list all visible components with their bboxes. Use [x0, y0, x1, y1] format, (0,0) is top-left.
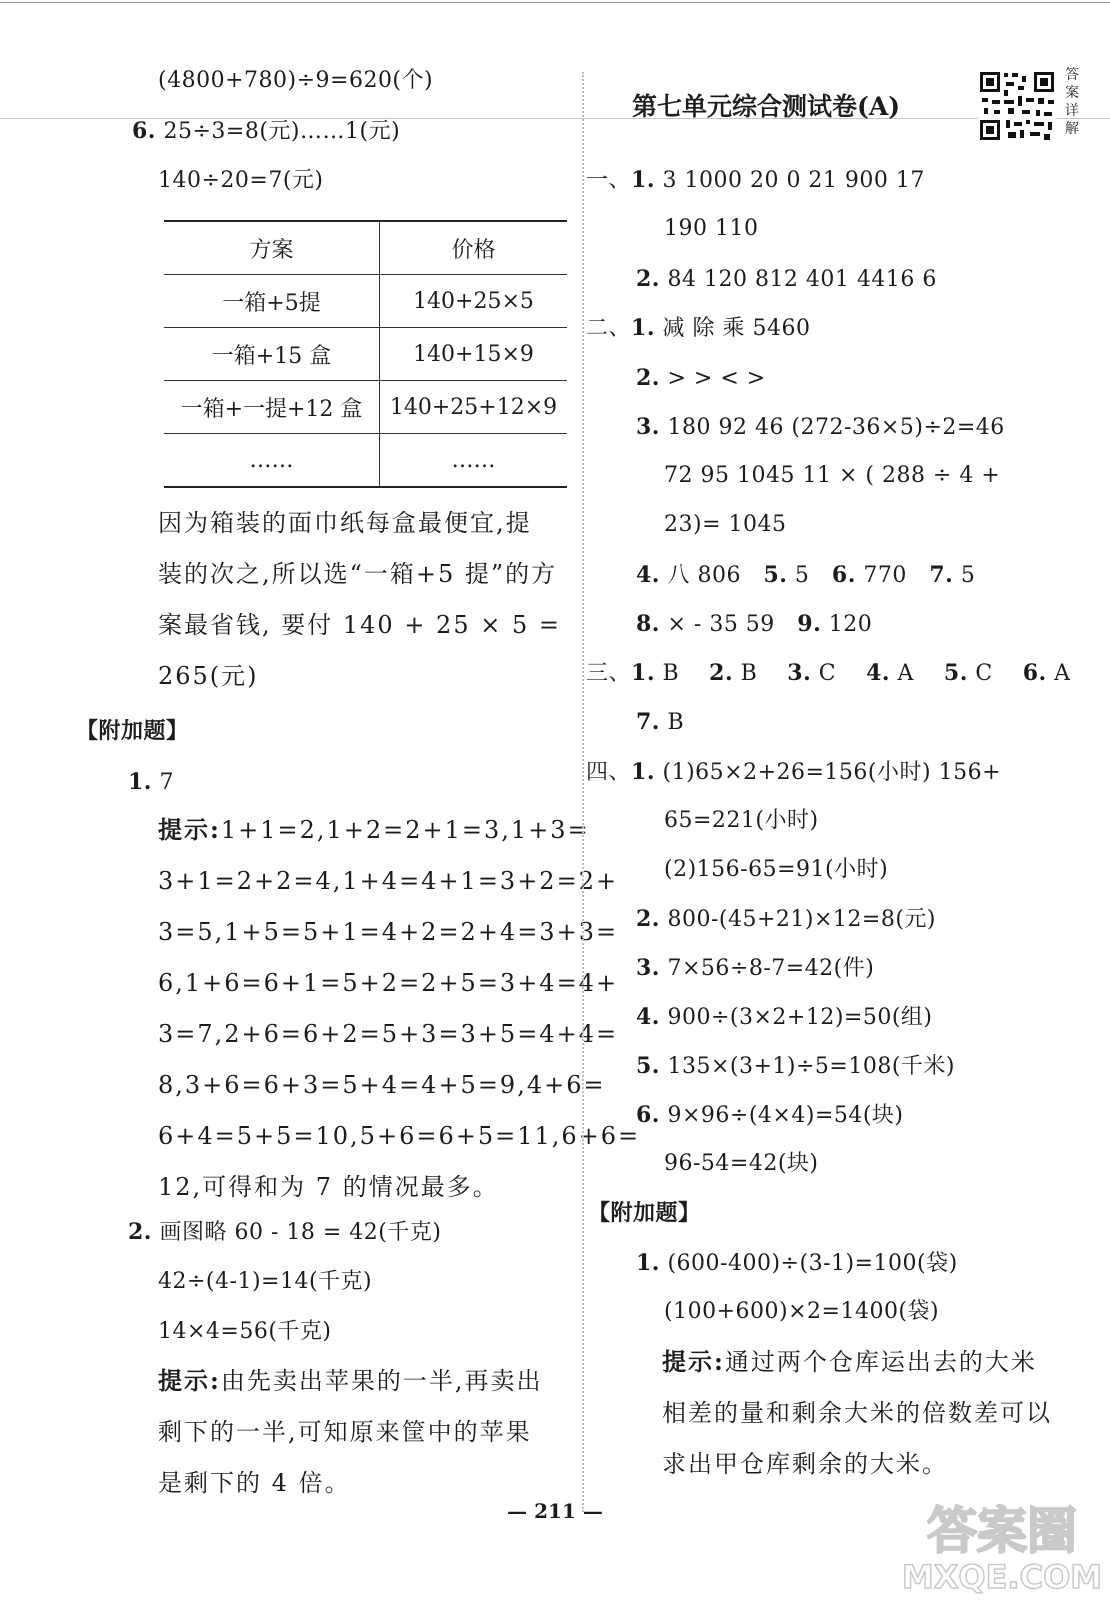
text-line: 装的次之,所以选“一箱+5 提”的方 [158, 560, 558, 588]
answer-text: 135×(3+1)÷5=108(千米) [667, 1054, 956, 1079]
extra-heading: 【附加题】 [76, 718, 189, 744]
question-number: 2. [636, 906, 660, 932]
table-cell: …… [380, 434, 568, 488]
watermark-url: MXQE.COM [902, 1558, 1102, 1596]
answer-text: 770 [863, 563, 907, 588]
table-row [164, 381, 567, 434]
answer-line: 42÷(4-1)=14(千克) [158, 1269, 373, 1294]
section-4-q5 [636, 1051, 955, 1082]
table-row [164, 434, 567, 488]
text-line: 剩下的一半,可知原来筐中的苹果 [158, 1418, 532, 1446]
section-label: 二、 [586, 316, 632, 341]
section-1-q1 [586, 165, 925, 196]
question-number: 9. [797, 611, 822, 637]
section-1-q2 [636, 264, 937, 295]
text-line [158, 1355, 543, 1407]
question-number: 1. [128, 769, 152, 795]
question-number: 1. [631, 167, 655, 193]
choice-answer: B [662, 661, 680, 686]
qr-label [1062, 66, 1082, 138]
table-row [164, 275, 567, 328]
section-title: 第七单元综合测试卷(A) [632, 92, 901, 121]
text-line: 12,可得和为 7 的情况最多。 [158, 1173, 499, 1201]
page-number: — 211 — [507, 1499, 603, 1523]
answer-text: 减 除 乘 5460 [662, 316, 811, 341]
text-line: 265(元) [158, 662, 259, 690]
answer-line: 23)= 1045 [664, 512, 787, 537]
section-3-q7 [636, 707, 684, 738]
question-number: 5. [636, 1053, 660, 1079]
text-line: 相差的量和剩余大米的倍数差可以 [662, 1399, 1052, 1427]
text-line: 3=5,1+5=5+1=4+2=2+4=3+3= [158, 918, 619, 946]
answer-text: (1)65×2+26=156(小时) 156+ [662, 760, 1002, 785]
text-line: 是剩下的 4 倍。 [158, 1469, 351, 1497]
question-number: 5. [763, 562, 788, 588]
answer-text: 180 92 46 (272-36×5)÷2=46 [667, 415, 1005, 440]
answer-line: 14×4=56(千克) [158, 1319, 332, 1344]
answer-line: 65=221(小时) [664, 808, 819, 833]
question-number: 7. [929, 562, 954, 588]
extra-question-1 [128, 767, 174, 798]
extra-heading: 【附加题】 [588, 1200, 701, 1226]
hint-paragraph-2 [158, 1355, 543, 1509]
answer-text: 3 1000 20 0 21 900 17 [662, 168, 925, 193]
text-line: 6+4=5+5=10,5+6=6+5=11,6+6= [158, 1122, 641, 1150]
answer-text: 画图略 60 - 18 = 42(千克) [159, 1220, 442, 1245]
plan-price-table [164, 220, 567, 488]
answer-line: (2)156-65=91(小时) [664, 857, 889, 882]
extra-question-1 [636, 1248, 958, 1279]
hint-paragraph [662, 1336, 1052, 1490]
text-line: 因为箱装的面巾纸每盒最便宜,提 [158, 509, 532, 537]
answer-text: 9×96÷(4×4)=54(块) [667, 1103, 904, 1128]
choice-answer: C [818, 661, 837, 686]
answer-text: 7×56÷8-7=42(件) [667, 956, 875, 981]
question-number: 5. [943, 660, 968, 686]
text-line [158, 804, 640, 856]
table-cell: 140+25×5 [380, 275, 568, 328]
qr-label-char: 案 [1065, 85, 1079, 101]
question-number: 4. [866, 660, 891, 686]
text-line: 3+1=2+2=4,1+4=4+1=3+2=2+ [158, 867, 619, 895]
answer-text: (600-400)÷(3-1)=100(袋) [667, 1251, 958, 1276]
hint-label: 提示: [158, 1366, 221, 1395]
answer-text: 5 [794, 563, 810, 588]
question-number: 3. [636, 955, 660, 981]
section-4-q4 [636, 1002, 933, 1033]
question-number: 6. [831, 562, 856, 588]
answer-line: 190 110 [664, 216, 759, 241]
section-3-answers [586, 658, 1071, 689]
answer-line: 140÷20=7(元) [158, 168, 324, 193]
text-line: 3=7,2+6=6+2=5+3=3+5=4+4= [158, 1020, 619, 1048]
question-number: 1. [631, 660, 655, 686]
hint-text: 1+1=2,1+2=2+1=3,1+3= [220, 816, 590, 844]
question-number: 3. [636, 414, 660, 440]
choice-answer: A [897, 661, 914, 686]
question-number: 6. [636, 1102, 660, 1128]
text-line [662, 1336, 1052, 1388]
answer-text: > > < > [667, 366, 766, 391]
question-number: 7. [636, 709, 660, 735]
choice-answer: B [740, 661, 758, 686]
section-label: 三、 [586, 661, 632, 686]
column-divider [582, 72, 584, 1512]
question-number: 8. [636, 611, 660, 637]
table-row [164, 328, 567, 381]
choice-answer: B [667, 710, 685, 735]
question-number: 2. [636, 365, 660, 391]
table-cell: 一箱+15 盒 [164, 328, 380, 381]
section-label: 四、 [586, 760, 632, 785]
section-2-q8-9 [636, 609, 872, 640]
question-6 [132, 116, 400, 147]
question-number: 2. [128, 1219, 152, 1245]
question-number: 3. [787, 660, 812, 686]
question-number: 6. [132, 118, 156, 144]
text-line: 6,1+6=6+1=5+2=2+5=3+4=4+ [158, 969, 619, 997]
table-header-row [164, 221, 567, 275]
table-cell: 一箱+一提+12 盒 [164, 381, 380, 434]
answer-text: 84 120 812 401 4416 6 [667, 267, 937, 292]
hint-label: 提示: [662, 1347, 725, 1376]
table-cell: 140+25+12×9 [380, 381, 568, 434]
choice-answer: A [1054, 661, 1071, 686]
section-2-q3 [636, 412, 1005, 443]
section-4-q1 [586, 757, 1001, 788]
explanation-paragraph [158, 498, 561, 702]
answer-text: 900÷(3×2+12)=50(组) [667, 1005, 933, 1030]
qr-label-char: 详 [1065, 103, 1079, 119]
table-cell: 一箱+5提 [164, 275, 380, 328]
hint-text: 通过两个仓库运出去的大米 [724, 1348, 1037, 1376]
question-number: 1. [631, 759, 655, 785]
question-number: 4. [636, 562, 660, 588]
watermark-text: 答案圈 [927, 1502, 1077, 1560]
answer-text: 120 [828, 612, 873, 637]
answer-line: 72 95 1045 11 × ( 288 ÷ 4 + [664, 463, 1001, 488]
answer-text: × - 35 59 [667, 612, 775, 637]
section-4-q3 [636, 953, 874, 984]
table-cell: …… [164, 434, 380, 488]
extra-question-2 [128, 1217, 441, 1248]
section-2-q1 [586, 313, 810, 344]
question-number: 1. [631, 315, 655, 341]
section-4-q2 [636, 904, 936, 935]
text-line: 8,3+6=6+3=5+4=4+5=9,4+6= [158, 1071, 606, 1099]
hint-label: 提示: [158, 815, 221, 844]
question-number: 6. [1022, 660, 1047, 686]
watermark-logo-icon [902, 1492, 1102, 1596]
qr-code-icon[interactable] [978, 70, 1056, 142]
qr-label-char: 答 [1065, 67, 1079, 83]
section-2-q2 [636, 363, 766, 394]
section-4-q6 [636, 1100, 904, 1131]
text-line: 案最省钱, 要付 140 + 25 × 5 = [158, 611, 561, 639]
text-line: 求出甲仓库剩余的大米。 [662, 1450, 948, 1478]
section-label: 一、 [586, 168, 632, 193]
answer-line: 96-54=42(块) [664, 1151, 819, 1176]
question-number: 1. [636, 1250, 660, 1276]
qr-label-char: 解 [1065, 121, 1079, 137]
top-border [0, 2, 1110, 3]
answer-text: 800-(45+21)×12=8(元) [667, 907, 937, 932]
header-price: 价格 [380, 221, 568, 275]
answer-text: 八 806 [667, 563, 741, 588]
question-number: 4. [636, 1004, 660, 1030]
header-plan: 方案 [164, 221, 380, 275]
answer-text: 7 [159, 770, 174, 795]
hint-text: 由先卖出苹果的一半,再卖出 [220, 1367, 543, 1395]
answer-text: 5 [960, 563, 976, 588]
section-2-q4-7 [636, 560, 975, 591]
table-cell: 140+15×9 [380, 328, 568, 381]
choice-answer: C [975, 661, 993, 686]
question-number: 2. [709, 660, 734, 686]
hint-paragraph-1 [158, 804, 640, 1213]
question-number: 2. [636, 266, 660, 292]
answer-line: (100+600)×2=1400(袋) [664, 1299, 940, 1324]
answer-text: 25÷3=8(元)……1(元) [163, 119, 401, 144]
answer-line: (4800+780)÷9=620(个) [158, 68, 434, 93]
